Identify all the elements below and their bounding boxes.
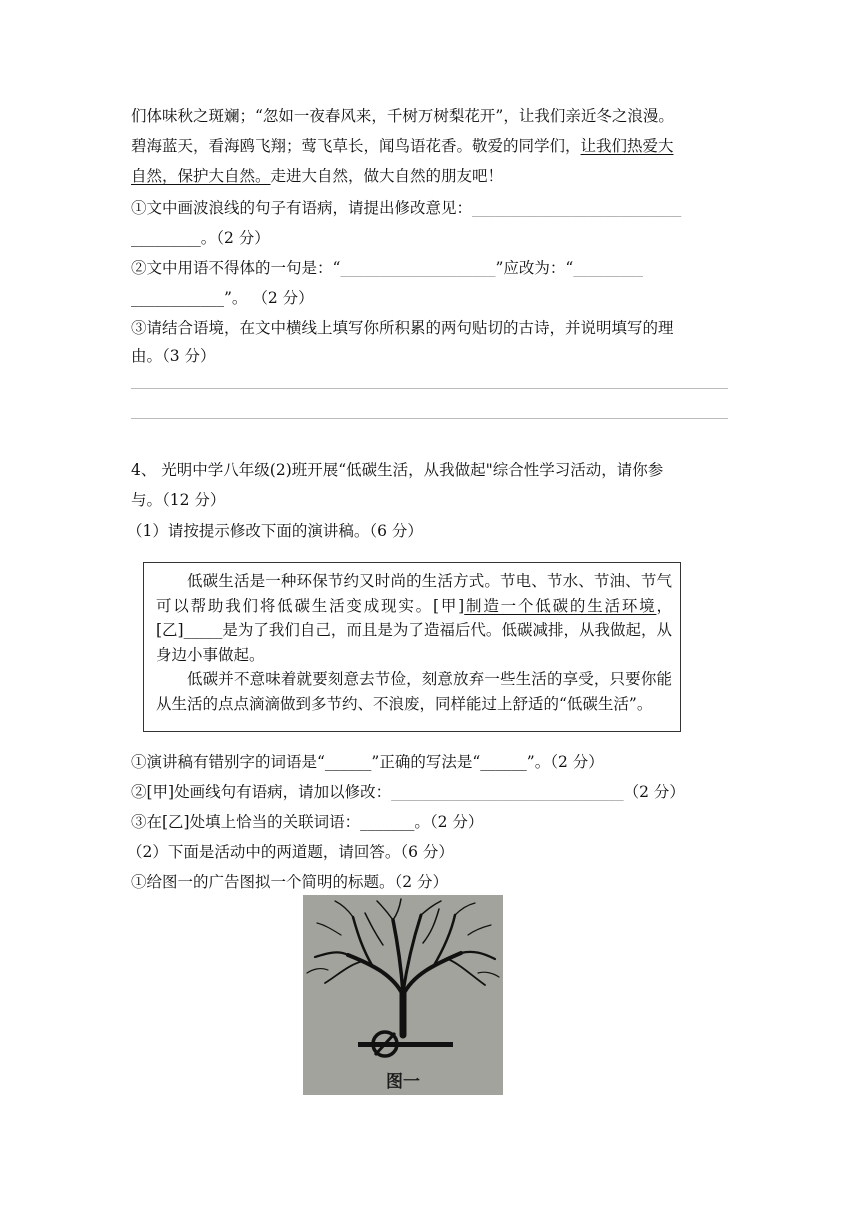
q4-sub-3: ③在[乙]处填上恰当的关联词语：_______。（2 分） (131, 813, 484, 831)
answer-blank[interactable]: ___________________________ (472, 199, 682, 217)
q4-sub-1: ①演讲稿有错别字的词语是“______”正确的写法是“______”。（2 分） (131, 753, 604, 771)
q3-item-3-cont: 由。（3 分） (131, 347, 216, 365)
q3-item-1-cont: _________。（2 分） (131, 229, 270, 247)
passage-line-1: 们体味秋之斑斓；“忽如一夜春风来，千树万树梨花开”，让我们亲近冬之浪漫。 (131, 107, 674, 125)
passage-line-3: 自然，保护大自然。走进大自然，做大自然的朋友吧！ (131, 167, 504, 185)
wavy-sentence-part-1: 让我们热爱大 (580, 137, 674, 155)
figure-one-tree-image (303, 895, 503, 1095)
answer-blank[interactable]: ______________________________ (391, 783, 624, 801)
q3-item-3: ③请结合语境，在文中横线上填写你所积累的两句贴切的古诗，并说明填写的理 (131, 319, 674, 337)
q3-item-2-cont: ____________”。 （2 分） (131, 289, 314, 307)
q4-sub-2: ②[甲]处画线句有语病，请加以修改：______________________________（2 分） (131, 783, 685, 801)
q4-part-1: （1）请按提示修改下面的演讲稿。（6 分） (127, 522, 423, 540)
underlined-sentence-jia: 制造一个低碳的生活环境 (464, 596, 657, 615)
tree-illustration (303, 895, 503, 1095)
speech-paragraph-1: 低碳生活是一种环保节约又时尚的生活方式。节电、节水、节油、节气可以帮助我们将低碳生活变成现实。[甲]制造一个低碳的生活环境，[乙]_____是为了我们自己，而且是为了造福后代。低碳减排，从我做起，从身边小事做起。 (156, 572, 672, 664)
q4-header-cont: 与。（12 分） (131, 491, 226, 509)
answer-line[interactable] (131, 418, 728, 419)
q3-item-2: ②文中用语不得体的一句是：“____________________”应改为：“_________ (131, 259, 644, 277)
answer-blank[interactable]: ____________________ (340, 259, 496, 277)
answer-blank[interactable]: _________ (573, 259, 644, 277)
q3-item-1: ①文中画波浪线的句子有语病，请提出修改意见：___________________________ (131, 199, 682, 217)
figure-caption: 图一 (386, 1072, 420, 1092)
speech-box (143, 562, 681, 732)
q4-part-2: （2）下面是活动中的两道题，请回答。（6 分） (127, 843, 454, 861)
q4-header: 4、 光明中学八年级(2)班开展“低碳生活，从我做起"综合性学习活动，请你参 (131, 461, 664, 479)
speech-paragraph-2: 低碳并不意味着就要刻意去节俭，刻意放弃一些生活的享受，只要你能从生活的点点滴滴做到多节约、不浪废，同样能过上舒适的“低碳生活”。 (156, 670, 672, 713)
answer-line[interactable] (131, 388, 728, 389)
q4-part-2-item-1: ①给图一的广告图拟一个简明的标题。（2 分） (131, 873, 449, 891)
wavy-sentence-part-2: 自然，保护大自然。 (131, 167, 271, 185)
passage-line-2: 碧海蓝天，看海鸥飞翔；莺飞草长，闻鸟语花香。敬爱的同学们，让我们热爱大 (131, 137, 674, 155)
